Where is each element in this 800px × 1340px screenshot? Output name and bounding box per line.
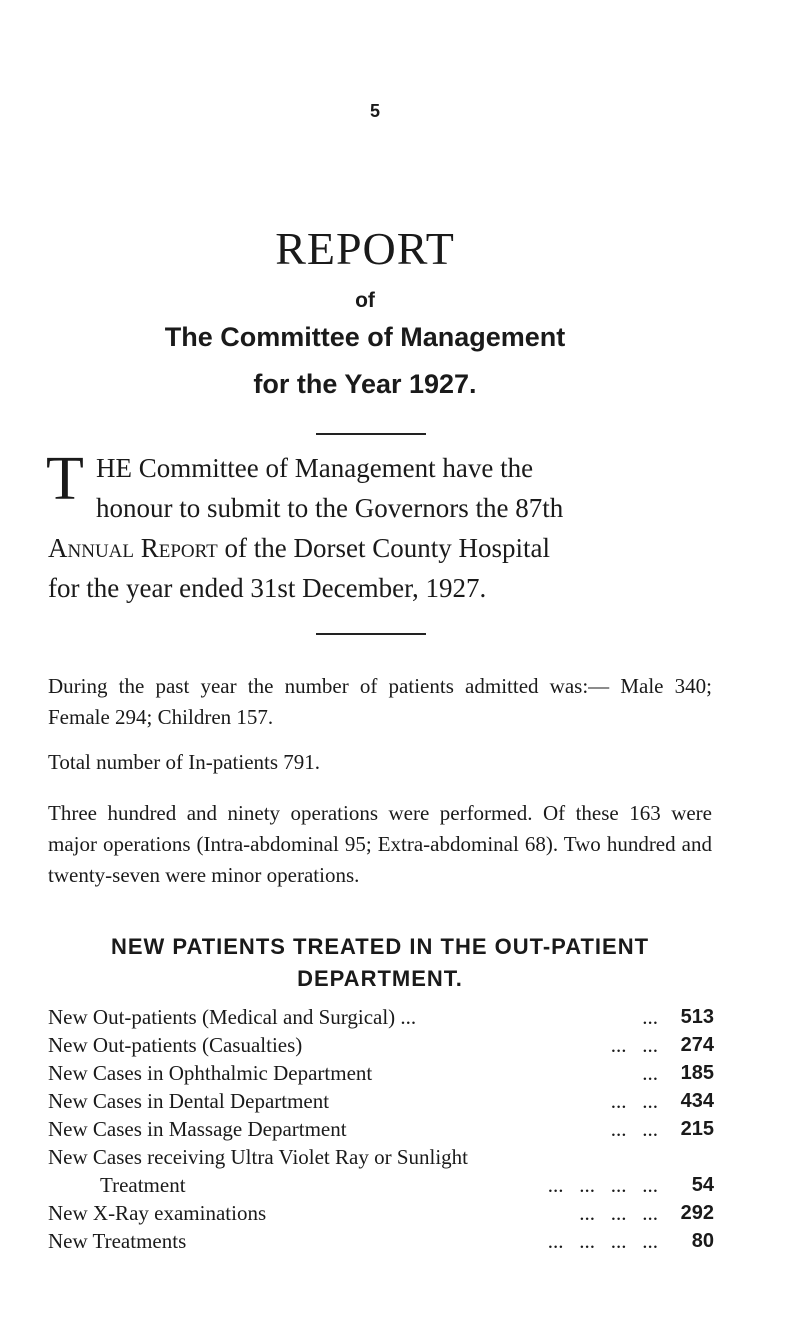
- report-title: REPORT: [275, 223, 455, 274]
- leader-dots: ... ...: [610, 1089, 658, 1113]
- stat-label: Treatment: [100, 1173, 186, 1197]
- list-item: [48, 1171, 714, 1199]
- stat-label: New Cases in Ophthalmic Department: [48, 1061, 373, 1085]
- list-item: [48, 1199, 714, 1227]
- stat-value: 80: [691, 1230, 714, 1252]
- inpatients-paragraph: Total number of In-patients 791.: [48, 750, 321, 774]
- stat-value: 185: [680, 1062, 714, 1084]
- stat-value: 274: [680, 1034, 714, 1056]
- intro-paragraph: [0, 445, 800, 618]
- report-committee: The Committee of Management: [164, 322, 566, 352]
- leader-dots: ... ...: [610, 1117, 658, 1141]
- intro-line-2: honour to submit to the Governors the 87th: [96, 493, 564, 523]
- list-item: [48, 1087, 714, 1115]
- divider: [316, 433, 426, 435]
- stat-value: 54: [691, 1174, 714, 1196]
- leader-dots: ... ... ... ...: [547, 1173, 658, 1197]
- leader-dots: ... ... ...: [579, 1201, 658, 1225]
- intro-line-3: [48, 528, 550, 568]
- operations-paragraph: Three hundred and ninety operations were performed. Of these 163 were major operations (Intra-abdominal 95; Extra-abdominal 68). Two hundred and twenty-seven were minor operations.: [48, 801, 712, 887]
- stat-value: 434: [680, 1090, 714, 1112]
- stats-list: [48, 1003, 714, 1255]
- list-item: [48, 1143, 714, 1171]
- intro-line-4: for the year ended 31st December, 1927.: [48, 573, 487, 603]
- stat-label: New Cases in Massage Department: [48, 1117, 347, 1141]
- drop-cap: T: [46, 445, 84, 513]
- stat-label: New Cases in Dental Department: [48, 1089, 330, 1113]
- leader-dots: ...: [626, 1005, 658, 1029]
- page-number: 5: [369, 101, 380, 121]
- stat-value: 292: [680, 1202, 714, 1224]
- list-item: [48, 1003, 714, 1031]
- list-item: [48, 1031, 714, 1059]
- list-item: [48, 1227, 714, 1255]
- list-item: [48, 1115, 714, 1143]
- report-of: of: [355, 289, 375, 312]
- stat-label: New X-Ray examinations: [48, 1201, 267, 1225]
- stat-label: New Treatments: [48, 1229, 187, 1253]
- report-year: for the Year 1927.: [253, 369, 477, 399]
- admitted-paragraph: During the past year the number of patients admitted was:— Male 340; Female 294; Children 157.: [48, 674, 712, 729]
- stat-value: 215: [680, 1118, 714, 1140]
- intro-line-1: HE Committee of Management have the: [96, 453, 534, 483]
- stat-label: New Out-patients (Casualties): [48, 1033, 303, 1057]
- stat-value: 513: [680, 1006, 714, 1028]
- annual-report-smallcaps: Annual Report: [48, 533, 218, 563]
- list-item: [48, 1059, 714, 1087]
- leader-dots: ...: [610, 1061, 658, 1085]
- intro-line-3-rest: of the Dorset County Hospital: [217, 533, 550, 563]
- section-heading: NEW PATIENTS TREATED IN THE OUT-PATIENT DEPARTMENT.: [110, 934, 650, 991]
- stat-label: New Cases receiving Ultra Violet Ray or Sunlight: [48, 1145, 469, 1169]
- leader-dots: ... ...: [610, 1033, 658, 1057]
- stat-label: New Out-patients (Medical and Surgical) ...: [48, 1005, 417, 1029]
- leader-dots: ... ... ... ...: [547, 1229, 658, 1253]
- divider: [316, 633, 426, 635]
